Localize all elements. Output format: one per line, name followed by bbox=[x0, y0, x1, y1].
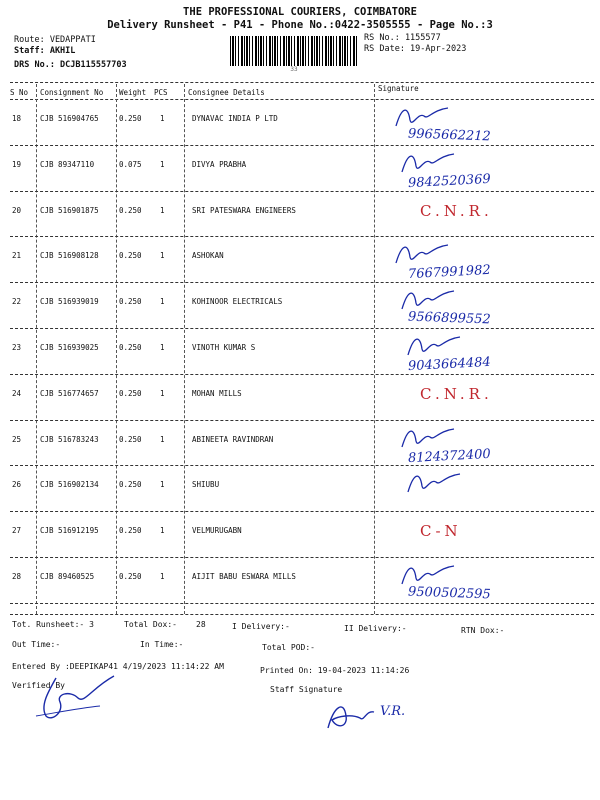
row-sno: 28 bbox=[12, 572, 22, 581]
row-sno: 24 bbox=[12, 388, 22, 398]
row-pcs: 1 bbox=[160, 297, 165, 307]
entered-by: Entered By :DEEPIKAP41 4/19/2023 11:14:22 AM bbox=[12, 662, 224, 671]
row-consignee: DYNAVAC INDIA P LTD bbox=[192, 114, 278, 123]
ii-delivery: II Delivery:- bbox=[344, 624, 407, 633]
row-signature-number: 9566899552 bbox=[407, 309, 491, 328]
rs-number: RS No.: 1155577 bbox=[364, 33, 441, 43]
row-weight: 0.250 bbox=[119, 572, 142, 581]
row-pcs: 1 bbox=[160, 159, 165, 169]
row-sno: 20 bbox=[12, 205, 22, 215]
col-pcs: PCS bbox=[154, 88, 168, 97]
row-signature-number: 9842520369 bbox=[407, 171, 492, 191]
row-sno: 23 bbox=[12, 343, 22, 352]
tot-runsheet: Tot. Runsheet:- 3 bbox=[12, 620, 94, 629]
row-separator bbox=[10, 603, 594, 604]
row-weight: 0.250 bbox=[119, 480, 142, 490]
row-consignee: KOHINOOR ELECTRICALS bbox=[192, 297, 283, 307]
barcode-text: 33 bbox=[290, 66, 298, 73]
row-separator bbox=[10, 374, 594, 375]
row-weight: 0.250 bbox=[119, 388, 142, 398]
row-consignment: CJB 516908128 bbox=[40, 251, 99, 261]
row-separator bbox=[10, 557, 594, 558]
divider-sno bbox=[36, 84, 37, 614]
row-signature-number: 7667991982 bbox=[407, 263, 492, 283]
row-sno: 21 bbox=[12, 251, 22, 261]
col-consignment: Consignment No bbox=[40, 88, 104, 97]
col-weight: Weight bbox=[119, 88, 147, 97]
row-consignee: ASHOKAN bbox=[192, 251, 224, 261]
row-weight: 0.250 bbox=[119, 114, 142, 123]
verified-by: Verified By bbox=[12, 681, 65, 690]
row-signature-number: 9043664484 bbox=[407, 354, 492, 375]
in-time: In Time:- bbox=[140, 640, 184, 649]
row-consignment: CJB 516912195 bbox=[40, 526, 99, 536]
row-sno: 19 bbox=[12, 159, 22, 169]
row-signature-status: C-N bbox=[420, 522, 462, 541]
row-weight: 0.250 bbox=[119, 343, 142, 352]
row-pcs: 1 bbox=[160, 114, 165, 123]
runsheet-title: Delivery Runsheet - P41 - Phone No.:0422-3505555 - Page No.:3 bbox=[107, 19, 493, 31]
out-time: Out Time:- bbox=[12, 640, 61, 649]
row-consignee: DIVYA PRABHA bbox=[192, 159, 247, 169]
table-bottom-rule bbox=[10, 614, 594, 615]
drs-number: DRS No.: DCJB115557703 bbox=[14, 60, 127, 70]
row-pcs: 1 bbox=[160, 526, 165, 536]
i-delivery: I Delivery:- bbox=[232, 622, 290, 631]
row-sno: 27 bbox=[12, 526, 22, 536]
row-signature-number: 9500502595 bbox=[407, 584, 491, 603]
printed-on: Printed On: 19-04-2023 11:14:26 bbox=[260, 666, 410, 675]
row-consignment: CJB 516901875 bbox=[40, 205, 99, 215]
row-separator bbox=[10, 511, 594, 512]
row-separator bbox=[10, 328, 594, 329]
barcode bbox=[230, 36, 358, 66]
row-pcs: 1 bbox=[160, 480, 165, 490]
row-weight: 0.250 bbox=[119, 251, 142, 261]
row-signature-number: 9965662212 bbox=[407, 126, 491, 145]
row-consignee: MOHAN MILLS bbox=[192, 388, 242, 398]
row-pcs: 1 bbox=[160, 388, 165, 398]
row-separator bbox=[10, 282, 594, 283]
row-separator bbox=[10, 191, 594, 192]
row-consignee: VELMURUGABN bbox=[192, 526, 242, 536]
row-weight: 0.075 bbox=[119, 159, 142, 169]
row-consignment: CJB 89347110 bbox=[40, 159, 95, 169]
row-pcs: 1 bbox=[160, 251, 165, 261]
row-consignment: CJB 516902134 bbox=[40, 480, 99, 490]
row-sno: 18 bbox=[12, 114, 22, 123]
row-separator bbox=[10, 236, 594, 237]
divider-pcs bbox=[184, 84, 185, 614]
company-title: THE PROFESSIONAL COURIERS, COIMBATORE bbox=[183, 6, 417, 18]
row-pcs: 1 bbox=[160, 572, 165, 581]
row-sno: 26 bbox=[12, 480, 22, 490]
table-top-rule bbox=[10, 82, 594, 83]
total-dox-label: Total Dox:- bbox=[124, 620, 177, 629]
row-consignee: ABINEETA RAVINDRAN bbox=[192, 434, 274, 444]
row-signature-status: C.N.R. bbox=[420, 384, 493, 403]
row-consignee: SRI PATESWARA ENGINEERS bbox=[192, 205, 296, 215]
row-consignee: VINOTH KUMAR S bbox=[192, 343, 256, 352]
row-pcs: 1 bbox=[160, 205, 165, 215]
staff-signature-text: V.R. bbox=[380, 704, 406, 719]
row-sno: 22 bbox=[12, 297, 22, 307]
row-pcs: 1 bbox=[160, 434, 165, 444]
staff-signature-label: Staff Signature bbox=[270, 685, 343, 694]
row-consignment: CJB 516939025 bbox=[40, 343, 99, 352]
rtn-dox: RTN Dox:- bbox=[461, 626, 505, 635]
staff-label: Staff: AKHIL bbox=[14, 46, 76, 56]
divider-consignment bbox=[116, 84, 117, 614]
row-weight: 0.250 bbox=[119, 205, 142, 215]
divider-consignee bbox=[374, 84, 375, 614]
row-consignee: SHIUBU bbox=[192, 480, 220, 490]
verified-signature-icon bbox=[30, 672, 120, 724]
col-signature: Signature bbox=[378, 84, 419, 93]
row-separator bbox=[10, 420, 594, 421]
row-weight: 0.250 bbox=[119, 297, 142, 307]
col-consignee: Consignee Details bbox=[188, 88, 265, 97]
row-sno: 25 bbox=[12, 434, 22, 444]
row-pcs: 1 bbox=[160, 343, 165, 352]
row-weight: 0.250 bbox=[119, 526, 142, 536]
rs-date: RS Date: 19-Apr-2023 bbox=[364, 44, 467, 54]
row-consignment: CJB 516904765 bbox=[40, 114, 99, 123]
route-label: Route: VEDAPPATI bbox=[14, 35, 96, 45]
staff-signature-icon bbox=[322, 696, 378, 736]
row-consignee: AIJIT BABU ESWARA MILLS bbox=[192, 572, 296, 581]
row-consignment: CJB 89460525 bbox=[40, 572, 95, 581]
row-signature-number: 8124372400 bbox=[407, 446, 492, 466]
row-separator bbox=[10, 465, 594, 466]
row-consignment: CJB 516939019 bbox=[40, 297, 99, 307]
row-weight: 0.250 bbox=[119, 434, 142, 444]
col-sno: S No bbox=[10, 88, 29, 97]
table-header-rule bbox=[10, 99, 594, 100]
row-signature-status: C.N.R. bbox=[420, 201, 493, 220]
row-consignment: CJB 516774657 bbox=[40, 388, 99, 398]
row-separator bbox=[10, 145, 594, 146]
total-pod: Total POD:- bbox=[262, 643, 315, 652]
row-consignment: CJB 516783243 bbox=[40, 434, 99, 444]
total-dox-value: 28 bbox=[196, 620, 206, 629]
signature-scribble-icon bbox=[404, 468, 464, 498]
